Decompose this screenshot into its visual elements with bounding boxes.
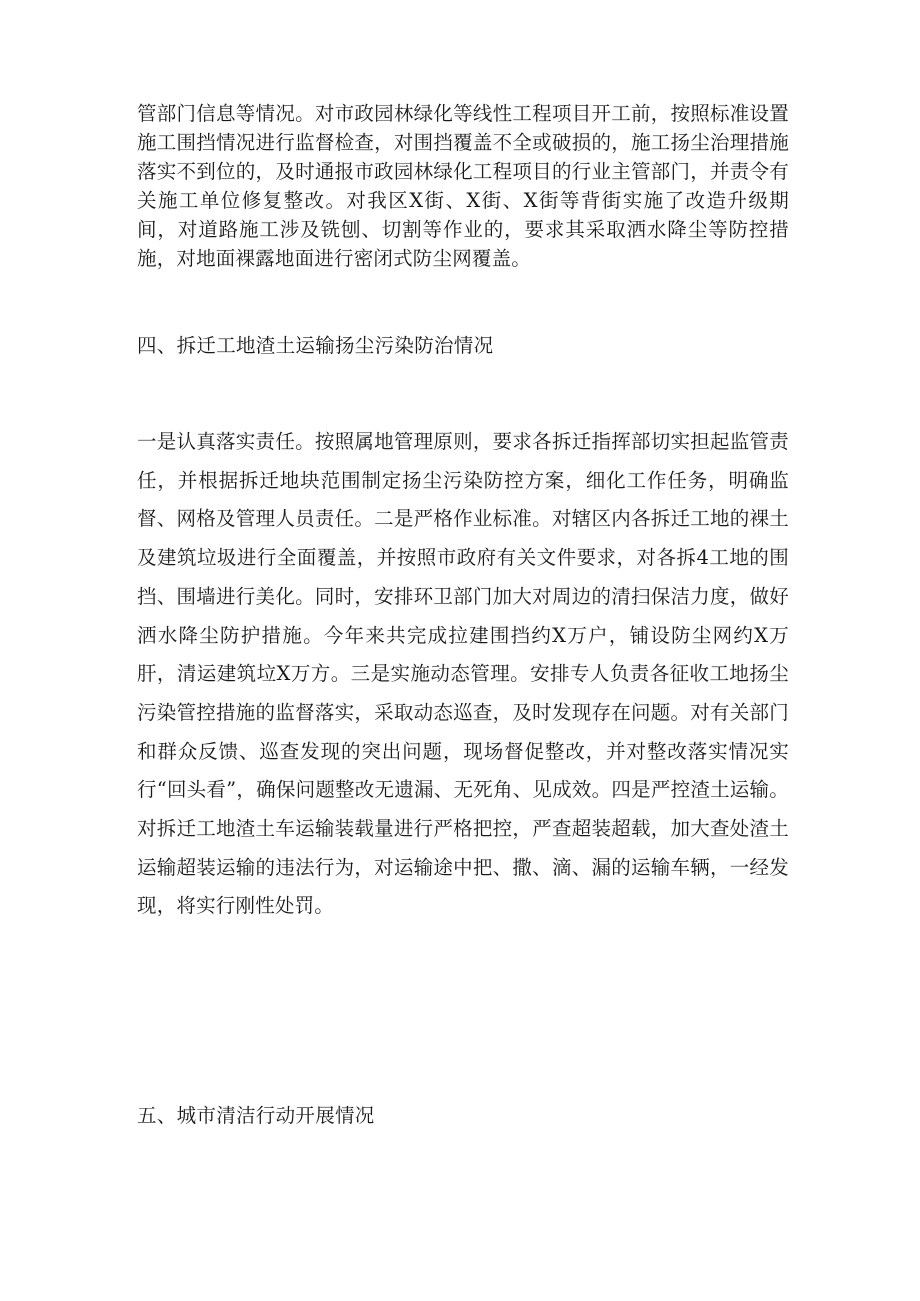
section-five-heading: 五、城市清洁行动开展情况 bbox=[137, 1104, 375, 1127]
paragraph-continuation: 管部门信息等情况。对市政园林绿化等线性工程项目开工前，按照标准设置施工围挡情况进行监督检查，对围挡覆盖不全或破损的，施工扬尘治理措施落实不到位的，及时通报市政园林绿化工程项目的行业主管部门，并责令有关施工单位修复整改。对我区X街、X街、X街等背街实施了改造升级期间，对道路施工涉及铣刨、切割等作业的，要求其采取洒水降尘等防控措施，对地面裸露地面进行密闭式防尘网覆盖。 bbox=[137, 102, 789, 270]
section-four-heading: 四、拆迁工地渣土运输扬尘污染防治情况 bbox=[137, 334, 494, 357]
section-four-body: 一是认真落实责任。按照属地管理原则，要求各拆迁指挥部切实担起监管责任，并根据拆迁地块范围制定扬尘污染防控方案，细化工作任务，明确监督、网格及管理人员责任。二是严格作业标准。对辖区内各拆迁工地的裸土及建筑垃圾进行全面覆盖，并按照市政府有关文件要求，对各拆4工地的围挡、围墙进行美化。同时，安排环卫部门加大对周边的清扫保洁力度，做好洒水降尘防护措施。今年来共完成拉建围挡约X万户，铺设防尘网约X万肝，清运建筑垃X万方。三是实施动态管理。安排专人负责各征收工地扬尘污染管控措施的监督落实，采取动态巡查，及时发现存在问题。对有关部门和群众反馈、巡查发现的突出问题，现场督促整改，并对整改落实情况实行“回头看”，确保问题整改无遗漏、无死角、见成效。四是严控渣土运输。对拆迁工地渣土车运输装载量进行严格把控，严查超装超载，加大查处渣土运输超装运输的违法行为，对运输途中把、撒、滴、漏的运输车辆，一经发现，将实行刚性处罚。 bbox=[137, 430, 789, 918]
